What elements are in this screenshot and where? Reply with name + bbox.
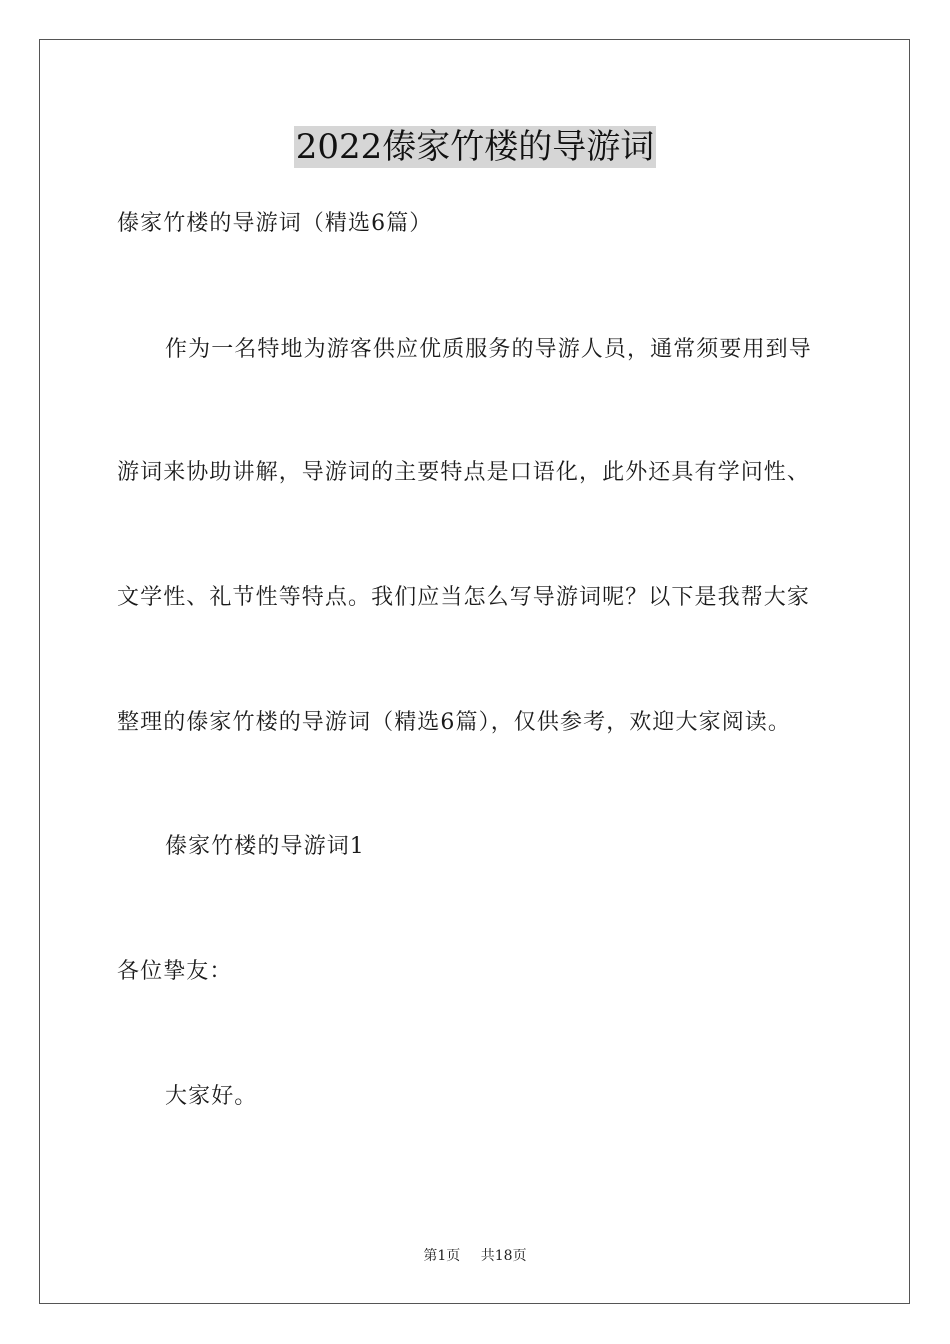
paragraph-line-4: 整理的傣家竹楼的导游词（精选6篇），仅供参考，欢迎大家阅读。 <box>117 710 791 735</box>
hello-line: 大家好。 <box>165 1084 258 1109</box>
section-heading: 傣家竹楼的导游词1 <box>165 834 365 859</box>
paragraph-line-3: 文学性、礼节性等特点。我们应当怎么写导游词呢？以下是我帮大家 <box>117 585 811 610</box>
title-container <box>0 126 950 168</box>
greeting-line: 各位挚友： <box>117 959 233 984</box>
page-footer <box>0 1246 950 1266</box>
page-total: 共18页 <box>480 1248 527 1264</box>
document-subtitle: 傣家竹楼的导游词（精选6篇） <box>117 211 433 236</box>
page-number: 第1页 <box>423 1248 461 1264</box>
paragraph-line-2: 游词来协助讲解，导游词的主要特点是口语化，此外还具有学问性、 <box>117 460 811 485</box>
document-title: 2022傣家竹楼的导游词 <box>295 127 655 167</box>
paragraph-line-1: 作为一名特地为游客供应优质服务的导游人员，通常须要用到导 <box>165 337 812 362</box>
